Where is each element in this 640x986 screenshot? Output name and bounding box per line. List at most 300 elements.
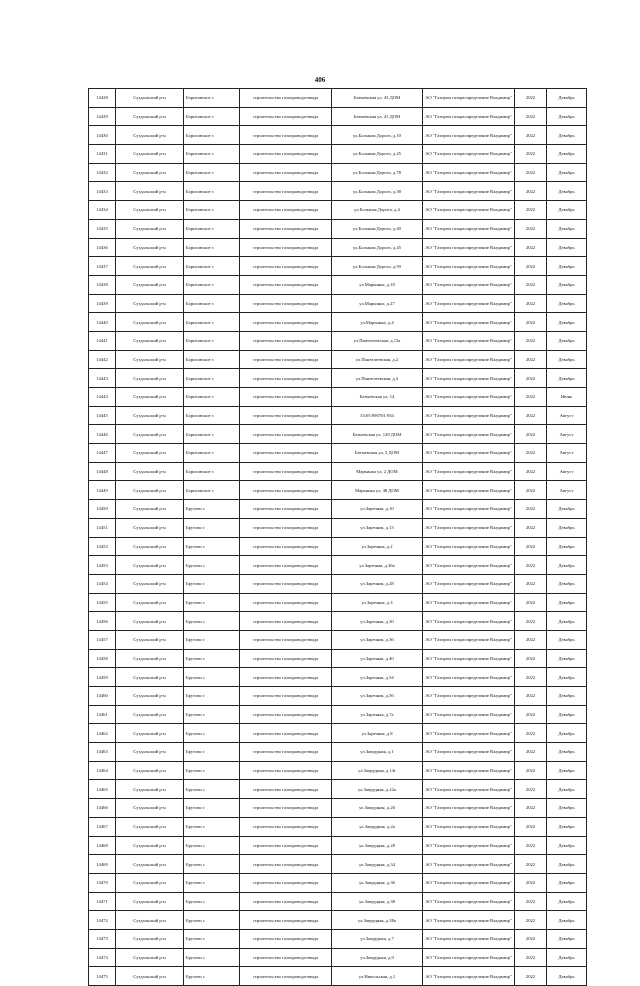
district-cell: Суздальский р-н bbox=[116, 630, 184, 649]
year-cell: 2022 bbox=[515, 668, 547, 687]
month-cell: Декабрь bbox=[547, 630, 587, 649]
settlement-cell: Борисовское с bbox=[184, 89, 240, 108]
work-type-cell: строительство газопровода-ввода bbox=[240, 855, 332, 874]
record-number-cell: 14462 bbox=[89, 724, 116, 743]
work-type-cell: строительство газопровода-ввода bbox=[240, 126, 332, 145]
district-cell: Суздальский р-н bbox=[116, 761, 184, 780]
record-number-cell: 14443 bbox=[89, 369, 116, 388]
month-cell: Декабрь bbox=[547, 705, 587, 724]
settlement-cell: Борисовское с bbox=[184, 406, 240, 425]
table-row bbox=[89, 873, 587, 892]
address-cell: ул.Запрудная, д.9 bbox=[332, 948, 423, 967]
settlement-cell: Борисовское с bbox=[184, 481, 240, 500]
table-row bbox=[89, 126, 587, 145]
district-cell: Суздальский р-н bbox=[116, 780, 184, 799]
table-row bbox=[89, 462, 587, 481]
year-cell: 2022 bbox=[515, 163, 547, 182]
year-cell: 2022 bbox=[515, 462, 547, 481]
month-cell: Декабрь bbox=[547, 743, 587, 762]
organization-cell: АО "Газпром газораспределение Владимир" bbox=[423, 89, 515, 108]
organization-cell: АО "Газпром газораспределение Владимир" bbox=[423, 145, 515, 164]
organization-cell: АО "Газпром газораспределение Владимир" bbox=[423, 275, 515, 294]
address-cell: ул.Большая Дорога, д.78 bbox=[332, 163, 423, 182]
work-type-cell: строительство газопровода-ввода bbox=[240, 257, 332, 276]
settlement-cell: Борисовское с bbox=[184, 182, 240, 201]
address-cell: ул.Большая Дорога, д.25 bbox=[332, 145, 423, 164]
month-cell: Декабрь bbox=[547, 238, 587, 257]
year-cell: 2022 bbox=[515, 948, 547, 967]
address-cell: ул.Большая Дорога, д.38 bbox=[332, 182, 423, 201]
table-row bbox=[89, 799, 587, 818]
month-cell: Август bbox=[547, 425, 587, 444]
settlement-cell: Борисовское с bbox=[184, 163, 240, 182]
settlement-cell: Брутово с bbox=[184, 649, 240, 668]
district-cell: Суздальский р-н bbox=[116, 836, 184, 855]
record-number-cell: 14446 bbox=[89, 425, 116, 444]
district-cell: Суздальский р-н bbox=[116, 369, 184, 388]
district-cell: Суздальский р-н bbox=[116, 817, 184, 836]
year-cell: 2022 bbox=[515, 892, 547, 911]
settlement-cell: Борисовское с bbox=[184, 444, 240, 463]
work-type-cell: строительство газопровода-ввода bbox=[240, 668, 332, 687]
table-row bbox=[89, 705, 587, 724]
record-number-cell: 14470 bbox=[89, 873, 116, 892]
year-cell: 2022 bbox=[515, 89, 547, 108]
settlement-cell: Брутово с bbox=[184, 836, 240, 855]
record-number-cell: 14453 bbox=[89, 556, 116, 575]
address-cell: Батыевская ул, 43 ДОМ bbox=[332, 89, 423, 108]
settlement-cell: Брутово с bbox=[184, 687, 240, 706]
organization-cell: АО "Газпром газораспределение Владимир" bbox=[423, 593, 515, 612]
district-cell: Суздальский р-н bbox=[116, 668, 184, 687]
record-number-cell: 14454 bbox=[89, 574, 116, 593]
address-cell: ул.Заречная, д.28 bbox=[332, 574, 423, 593]
district-cell: Суздальский р-н bbox=[116, 481, 184, 500]
address-cell: ул.Пантелеевская, д.3 bbox=[332, 369, 423, 388]
district-cell: Суздальский р-н bbox=[116, 911, 184, 930]
month-cell: Декабрь bbox=[547, 593, 587, 612]
organization-cell: АО "Газпром газораспределение Владимир" bbox=[423, 929, 515, 948]
month-cell: Декабрь bbox=[547, 911, 587, 930]
record-number-cell: 14441 bbox=[89, 331, 116, 350]
work-type-cell: строительство газопровода-ввода bbox=[240, 948, 332, 967]
year-cell: 2022 bbox=[515, 500, 547, 519]
work-type-cell: строительство газопровода-ввода bbox=[240, 836, 332, 855]
district-cell: Суздальский р-н bbox=[116, 929, 184, 948]
work-type-cell: строительство газопровода-ввода bbox=[240, 182, 332, 201]
district-cell: Суздальский р-н bbox=[116, 107, 184, 126]
month-cell: Декабрь bbox=[547, 724, 587, 743]
month-cell: Декабрь bbox=[547, 574, 587, 593]
district-cell: Суздальский р-н bbox=[116, 892, 184, 911]
district-cell: Суздальский р-н bbox=[116, 145, 184, 164]
month-cell: Декабрь bbox=[547, 817, 587, 836]
address-cell: ул.Пантелеевская, д.13а bbox=[332, 331, 423, 350]
district-cell: Суздальский р-н bbox=[116, 406, 184, 425]
month-cell: Декабрь bbox=[547, 89, 587, 108]
month-cell: Август bbox=[547, 444, 587, 463]
table-row bbox=[89, 687, 587, 706]
work-type-cell: строительство газопровода-ввода bbox=[240, 780, 332, 799]
record-number-cell: 14467 bbox=[89, 817, 116, 836]
address-cell: ул.Запрудная, д.1 bbox=[332, 743, 423, 762]
settlement-cell: Борисовское с bbox=[184, 331, 240, 350]
organization-cell: АО "Газпром газораспределение Владимир" bbox=[423, 556, 515, 575]
organization-cell: АО "Газпром газораспределение Владимир" bbox=[423, 182, 515, 201]
gas-pipeline-registry-table bbox=[88, 88, 587, 986]
address-cell: ул.Запрудная, д.38 bbox=[332, 892, 423, 911]
record-number-cell: 14475 bbox=[89, 967, 116, 986]
table-row bbox=[89, 313, 587, 332]
organization-cell: АО "Газпром газораспределение Владимир" bbox=[423, 911, 515, 930]
settlement-cell: Брутово с bbox=[184, 724, 240, 743]
work-type-cell: строительство газопровода-ввода bbox=[240, 145, 332, 164]
organization-cell: АО "Газпром газораспределение Владимир" bbox=[423, 107, 515, 126]
organization-cell: АО "Газпром газораспределение Владимир" bbox=[423, 855, 515, 874]
table-row bbox=[89, 612, 587, 631]
address-cell: ул.Заречная, д.30 bbox=[332, 612, 423, 631]
district-cell: Суздальский р-н bbox=[116, 350, 184, 369]
work-type-cell: строительство газопровода-ввода bbox=[240, 313, 332, 332]
year-cell: 2022 bbox=[515, 556, 547, 575]
month-cell: Декабрь bbox=[547, 126, 587, 145]
settlement-cell: Брутово с bbox=[184, 799, 240, 818]
table-row bbox=[89, 855, 587, 874]
year-cell: 2022 bbox=[515, 182, 547, 201]
settlement-cell: Борисовское с bbox=[184, 126, 240, 145]
record-number-cell: 14436 bbox=[89, 238, 116, 257]
organization-cell: АО "Газпром газораспределение Владимир" bbox=[423, 219, 515, 238]
month-cell: Декабрь bbox=[547, 929, 587, 948]
table-row bbox=[89, 500, 587, 519]
organization-cell: АО "Газпром газораспределение Владимир" bbox=[423, 761, 515, 780]
month-cell: Декабрь bbox=[547, 219, 587, 238]
address-cell: ул.Заречная, д.54 bbox=[332, 668, 423, 687]
month-cell: Декабрь bbox=[547, 873, 587, 892]
record-number-cell: 14472 bbox=[89, 911, 116, 930]
district-cell: Суздальский р-н bbox=[116, 705, 184, 724]
table-row bbox=[89, 145, 587, 164]
month-cell: Декабрь bbox=[547, 780, 587, 799]
address-cell: Батыевская ул, 41 ДОМ bbox=[332, 107, 423, 126]
year-cell: 2022 bbox=[515, 612, 547, 631]
organization-cell: АО "Газпром газораспределение Владимир" bbox=[423, 294, 515, 313]
district-cell: Суздальский р-н bbox=[116, 743, 184, 762]
settlement-cell: Борисовское с bbox=[184, 425, 240, 444]
work-type-cell: строительство газопровода-ввода bbox=[240, 369, 332, 388]
table-row bbox=[89, 425, 587, 444]
record-number-cell: 14465 bbox=[89, 780, 116, 799]
settlement-cell: Брутово с bbox=[184, 593, 240, 612]
organization-cell: АО "Газпром газораспределение Владимир" bbox=[423, 892, 515, 911]
month-cell: Декабрь bbox=[547, 182, 587, 201]
district-cell: Суздальский р-н bbox=[116, 649, 184, 668]
table-row bbox=[89, 574, 587, 593]
organization-cell: АО "Газпром газораспределение Владимир" bbox=[423, 649, 515, 668]
table-row bbox=[89, 201, 587, 220]
month-cell: Август bbox=[547, 481, 587, 500]
table-row bbox=[89, 182, 587, 201]
year-cell: 2022 bbox=[515, 219, 547, 238]
district-cell: Суздальский р-н bbox=[116, 444, 184, 463]
district-cell: Суздальский р-н bbox=[116, 313, 184, 332]
table-row bbox=[89, 388, 587, 407]
month-cell: Декабрь bbox=[547, 518, 587, 537]
month-cell: Декабрь bbox=[547, 761, 587, 780]
work-type-cell: строительство газопровода-ввода bbox=[240, 425, 332, 444]
settlement-cell: Брутово с bbox=[184, 743, 240, 762]
month-cell: Декабрь bbox=[547, 892, 587, 911]
work-type-cell: строительство газопровода-ввода bbox=[240, 724, 332, 743]
organization-cell: АО "Газпром газораспределение Владимир" bbox=[423, 967, 515, 986]
record-number-cell: 14460 bbox=[89, 687, 116, 706]
table-row bbox=[89, 275, 587, 294]
address-cell: ул.Заречная, д.7а bbox=[332, 705, 423, 724]
settlement-cell: Борисовское с bbox=[184, 238, 240, 257]
record-number-cell: 14455 bbox=[89, 593, 116, 612]
district-cell: Суздальский р-н bbox=[116, 724, 184, 743]
settlement-cell: Брутово с bbox=[184, 948, 240, 967]
organization-cell: АО "Газпром газораспределение Владимир" bbox=[423, 257, 515, 276]
organization-cell: АО "Газпром газораспределение Владимир" bbox=[423, 238, 515, 257]
year-cell: 2022 bbox=[515, 369, 547, 388]
work-type-cell: строительство газопровода-ввода bbox=[240, 630, 332, 649]
work-type-cell: строительство газопровода-ввода bbox=[240, 705, 332, 724]
district-cell: Суздальский р-н bbox=[116, 238, 184, 257]
month-cell: Декабрь bbox=[547, 537, 587, 556]
address-cell: ул.Запрудная, д.38а bbox=[332, 911, 423, 930]
address-cell: ул.Запрудная, д.14г bbox=[332, 761, 423, 780]
page-number: 406 bbox=[314, 76, 326, 84]
record-number-cell: 14463 bbox=[89, 743, 116, 762]
settlement-cell: Борисовское с bbox=[184, 350, 240, 369]
month-cell: Декабрь bbox=[547, 313, 587, 332]
district-cell: Суздальский р-н bbox=[116, 556, 184, 575]
table-row bbox=[89, 518, 587, 537]
work-type-cell: строительство газопровода-ввода bbox=[240, 219, 332, 238]
work-type-cell: строительство газопровода-ввода bbox=[240, 518, 332, 537]
settlement-cell: Брутово с bbox=[184, 500, 240, 519]
record-number-cell: 14442 bbox=[89, 350, 116, 369]
year-cell: 2022 bbox=[515, 481, 547, 500]
district-cell: Суздальский р-н bbox=[116, 462, 184, 481]
record-number-cell: 14438 bbox=[89, 275, 116, 294]
record-number-cell: 14461 bbox=[89, 705, 116, 724]
district-cell: Суздальский р-н bbox=[116, 126, 184, 145]
settlement-cell: Брутово с bbox=[184, 630, 240, 649]
district-cell: Суздальский р-н bbox=[116, 163, 184, 182]
work-type-cell: строительство газопровода-ввода bbox=[240, 761, 332, 780]
address-cell: ул.Заречная, д.40 bbox=[332, 649, 423, 668]
month-cell: Декабрь bbox=[547, 649, 587, 668]
record-number-cell: 14448 bbox=[89, 462, 116, 481]
table-row bbox=[89, 556, 587, 575]
record-number-cell: 14466 bbox=[89, 799, 116, 818]
year-cell: 2022 bbox=[515, 630, 547, 649]
district-cell: Суздальский р-н bbox=[116, 182, 184, 201]
address-cell: ул.Большая Дорога, д.10 bbox=[332, 126, 423, 145]
settlement-cell: Борисовское с bbox=[184, 313, 240, 332]
work-type-cell: строительство газопровода-ввода bbox=[240, 556, 332, 575]
month-cell: Декабрь bbox=[547, 201, 587, 220]
table-row bbox=[89, 331, 587, 350]
organization-cell: АО "Газпром газораспределение Владимир" bbox=[423, 630, 515, 649]
year-cell: 2022 bbox=[515, 855, 547, 874]
year-cell: 2022 bbox=[515, 126, 547, 145]
year-cell: 2022 bbox=[515, 388, 547, 407]
work-type-cell: строительство газопровода-ввода bbox=[240, 500, 332, 519]
month-cell: Декабрь bbox=[547, 836, 587, 855]
month-cell: Декабрь bbox=[547, 145, 587, 164]
organization-cell: АО "Газпром газораспределение Владимир" bbox=[423, 724, 515, 743]
organization-cell: АО "Газпром газораспределение Владимир" bbox=[423, 369, 515, 388]
table-row bbox=[89, 911, 587, 930]
record-number-cell: 14457 bbox=[89, 630, 116, 649]
month-cell: Декабрь bbox=[547, 687, 587, 706]
settlement-cell: Борисовское с bbox=[184, 107, 240, 126]
address-cell: ул.Заречная, д.26а bbox=[332, 556, 423, 575]
work-type-cell: строительство газопровода-ввода bbox=[240, 406, 332, 425]
table-row bbox=[89, 668, 587, 687]
address-cell: ул.Никольская, д.1 bbox=[332, 967, 423, 986]
work-type-cell: строительство газопровода-ввода bbox=[240, 89, 332, 108]
settlement-cell: Борисовское с bbox=[184, 294, 240, 313]
organization-cell: АО "Газпром газораспределение Владимир" bbox=[423, 799, 515, 818]
month-cell: Декабрь bbox=[547, 612, 587, 631]
year-cell: 2022 bbox=[515, 593, 547, 612]
table-row bbox=[89, 89, 587, 108]
work-type-cell: строительство газопровода-ввода bbox=[240, 294, 332, 313]
district-cell: Суздальский р-н bbox=[116, 89, 184, 108]
record-number-cell: 14447 bbox=[89, 444, 116, 463]
address-cell: ул.Пантелеевская, д.2 bbox=[332, 350, 423, 369]
work-type-cell: строительство газопровода-ввода bbox=[240, 163, 332, 182]
table-row bbox=[89, 350, 587, 369]
year-cell: 2022 bbox=[515, 817, 547, 836]
year-cell: 2022 bbox=[515, 911, 547, 930]
district-cell: Суздальский р-н bbox=[116, 294, 184, 313]
settlement-cell: Брутово с bbox=[184, 705, 240, 724]
work-type-cell: строительство газопровода-ввода bbox=[240, 462, 332, 481]
organization-cell: АО "Газпром газораспределение Владимир" bbox=[423, 948, 515, 967]
work-type-cell: строительство газопровода-ввода bbox=[240, 331, 332, 350]
work-type-cell: строительство газопровода-ввода bbox=[240, 799, 332, 818]
address-cell: ул.Заречная, д.8 bbox=[332, 724, 423, 743]
registry-body bbox=[89, 89, 587, 986]
table-row bbox=[89, 257, 587, 276]
record-number-cell: 14458 bbox=[89, 649, 116, 668]
work-type-cell: строительство газопровода-ввода bbox=[240, 687, 332, 706]
district-cell: Суздальский р-н bbox=[116, 518, 184, 537]
record-number-cell: 14433 bbox=[89, 182, 116, 201]
record-number-cell: 14469 bbox=[89, 855, 116, 874]
table-row bbox=[89, 892, 587, 911]
year-cell: 2022 bbox=[515, 350, 547, 369]
organization-cell: АО "Газпром газораспределение Владимир" bbox=[423, 817, 515, 836]
month-cell: Июнь bbox=[547, 388, 587, 407]
table-row bbox=[89, 444, 587, 463]
district-cell: Суздальский р-н bbox=[116, 201, 184, 220]
settlement-cell: Брутово с bbox=[184, 574, 240, 593]
year-cell: 2022 bbox=[515, 294, 547, 313]
year-cell: 2022 bbox=[515, 238, 547, 257]
table-row bbox=[89, 406, 587, 425]
year-cell: 2022 bbox=[515, 929, 547, 948]
organization-cell: АО "Газпром газораспределение Владимир" bbox=[423, 687, 515, 706]
record-number-cell: 14429 bbox=[89, 107, 116, 126]
district-cell: Суздальский р-н bbox=[116, 612, 184, 631]
table-row bbox=[89, 649, 587, 668]
district-cell: Суздальский р-н bbox=[116, 948, 184, 967]
organization-cell: АО "Газпром газораспределение Владимир" bbox=[423, 481, 515, 500]
address-cell: ул.Марьинка, д.18 bbox=[332, 275, 423, 294]
year-cell: 2022 bbox=[515, 518, 547, 537]
work-type-cell: строительство газопровода-ввода bbox=[240, 873, 332, 892]
address-cell: ул.Запрудная, д.34 bbox=[332, 855, 423, 874]
table-row bbox=[89, 630, 587, 649]
address-cell: Марьинка ул, 48 ДОМ bbox=[332, 481, 423, 500]
organization-cell: АО "Газпром газораспределение Владимир" bbox=[423, 873, 515, 892]
work-type-cell: строительство газопровода-ввода bbox=[240, 201, 332, 220]
work-type-cell: строительство газопровода-ввода bbox=[240, 275, 332, 294]
table-row bbox=[89, 724, 587, 743]
district-cell: Суздальский р-н bbox=[116, 500, 184, 519]
work-type-cell: строительство газопровода-ввода bbox=[240, 743, 332, 762]
address-cell: ул.Заречная, д.3 bbox=[332, 593, 423, 612]
settlement-cell: Борисовское с bbox=[184, 462, 240, 481]
year-cell: 2022 bbox=[515, 537, 547, 556]
table-row bbox=[89, 929, 587, 948]
record-number-cell: 14464 bbox=[89, 761, 116, 780]
year-cell: 2022 bbox=[515, 687, 547, 706]
table-row bbox=[89, 967, 587, 986]
table-row bbox=[89, 761, 587, 780]
settlement-cell: Брутово с bbox=[184, 668, 240, 687]
table-row bbox=[89, 369, 587, 388]
table-row bbox=[89, 163, 587, 182]
table-row bbox=[89, 836, 587, 855]
organization-cell: АО "Газпром газораспределение Владимир" bbox=[423, 126, 515, 145]
address-cell: ул.Заречная, д.2 bbox=[332, 537, 423, 556]
address-cell: ул.Запрудная, д.7 bbox=[332, 929, 423, 948]
year-cell: 2022 bbox=[515, 425, 547, 444]
month-cell: Август bbox=[547, 462, 587, 481]
month-cell: Август bbox=[547, 406, 587, 425]
settlement-cell: Борисовское с bbox=[184, 388, 240, 407]
record-number-cell: 14430 bbox=[89, 126, 116, 145]
address-cell: Батыевская ул, 3 ДОМ bbox=[332, 444, 423, 463]
settlement-cell: Борисовское с bbox=[184, 219, 240, 238]
record-number-cell: 14450 bbox=[89, 500, 116, 519]
organization-cell: АО "Газпром газораспределение Владимир" bbox=[423, 836, 515, 855]
year-cell: 2022 bbox=[515, 444, 547, 463]
organization-cell: АО "Газпром газораспределение Владимир" bbox=[423, 612, 515, 631]
settlement-cell: Брутово с bbox=[184, 967, 240, 986]
table-row bbox=[89, 481, 587, 500]
record-number-cell: 14474 bbox=[89, 948, 116, 967]
work-type-cell: строительство газопровода-ввода bbox=[240, 481, 332, 500]
year-cell: 2022 bbox=[515, 257, 547, 276]
settlement-cell: Брутово с bbox=[184, 537, 240, 556]
month-cell: Декабрь bbox=[547, 369, 587, 388]
address-cell: ул.Заречная, д.10 bbox=[332, 500, 423, 519]
year-cell: 2022 bbox=[515, 574, 547, 593]
settlement-cell: Брутово с bbox=[184, 556, 240, 575]
year-cell: 2022 bbox=[515, 201, 547, 220]
organization-cell: АО "Газпром газораспределение Владимир" bbox=[423, 350, 515, 369]
district-cell: Суздальский р-н bbox=[116, 331, 184, 350]
work-type-cell: строительство газопровода-ввода bbox=[240, 911, 332, 930]
